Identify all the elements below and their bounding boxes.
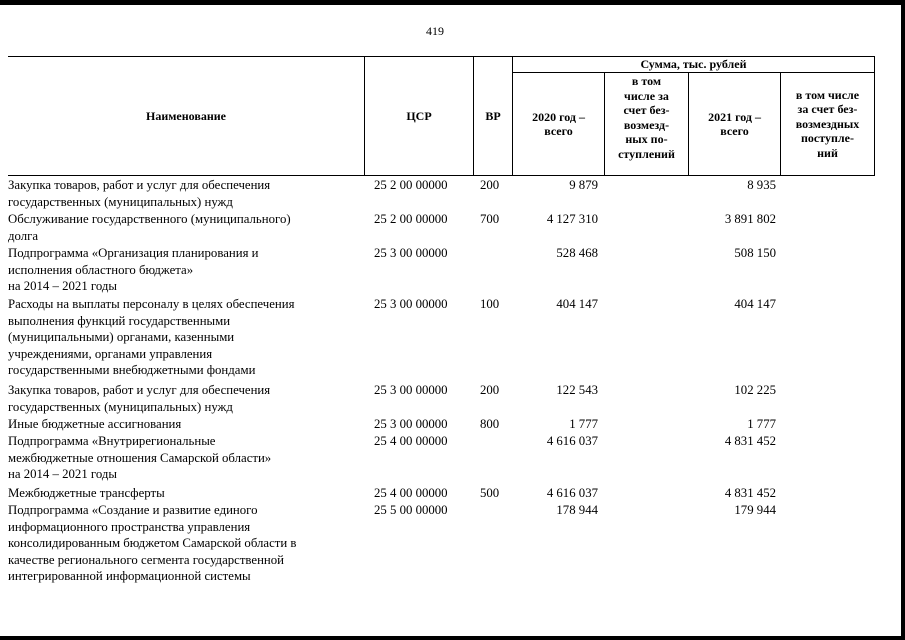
row-2020-total: 9 879 — [569, 178, 598, 192]
row-2021-total: 3 891 802 — [724, 212, 776, 226]
row-vr: 200 — [480, 178, 500, 192]
row-2020-total: 404 147 — [556, 297, 598, 311]
row-vr: 700 — [480, 212, 500, 226]
row-2021-total: 508 150 — [734, 246, 776, 260]
row-2020-total: 4 616 037 — [546, 434, 598, 448]
row-csr: 25 5 00 00000 — [374, 503, 448, 517]
scan-border-right — [901, 0, 905, 640]
row-vr: 200 — [480, 383, 500, 397]
row-name: Подпрограмма «Организация планирования и исполнения областного бюджета» на 2014 – 2021 годы — [8, 246, 259, 294]
row-name: Подпрограмма «Внутрирегиональные межбюджетные отношения Самарской области» на 2014 – 2021 годы — [8, 434, 272, 482]
col-header-2020-free: в том числе за счет без- возмезд- ных по- ступлений — [618, 74, 675, 161]
row-csr: 25 2 00 00000 — [374, 178, 448, 192]
row-2020-total: 1 777 — [569, 417, 598, 431]
row-2021-total: 4 831 452 — [724, 434, 776, 448]
row-2021-total: 404 147 — [734, 297, 776, 311]
row-vr: 800 — [480, 417, 500, 431]
row-csr: 25 3 00 00000 — [374, 383, 448, 397]
row-2021-total: 102 225 — [734, 383, 776, 397]
row-2021-total: 1 777 — [747, 417, 776, 431]
header-bottom-rule — [8, 175, 875, 176]
row-csr: 25 3 00 00000 — [374, 246, 448, 260]
row-csr: 25 4 00 00000 — [374, 434, 448, 448]
row-name: Иные бюджетные ассигнования — [8, 417, 182, 431]
page-number: 419 — [426, 24, 444, 38]
row-2020-total: 4 127 310 — [546, 212, 598, 226]
row-2020-total: 178 944 — [556, 503, 598, 517]
row-vr: 500 — [480, 486, 500, 500]
row-vr: 100 — [480, 297, 500, 311]
scan-border-top — [0, 0, 905, 5]
col-header-2020-total: 2020 год – всего — [532, 109, 585, 138]
col-header-2021-free: в том числе за счет без- возмездных поступле- ний — [795, 87, 860, 160]
row-name: Расходы на выплаты персоналу в целях обеспечения выполнения функций государственными (муниципальными) органами, казенными учреждениями, органами управления государственными внебюджетными фондами — [8, 297, 295, 378]
col-header-csr: ЦСР — [406, 108, 432, 123]
row-csr: 25 3 00 00000 — [374, 297, 448, 311]
scan-border-bottom — [0, 636, 905, 640]
row-csr: 25 2 00 00000 — [374, 212, 448, 226]
row-name: Межбюджетные трансферты — [8, 486, 165, 500]
row-2020-total: 4 616 037 — [546, 486, 598, 500]
col-header-name: Наименование — [146, 108, 226, 123]
row-name: Обслуживание государственного (муниципального) долга — [8, 212, 291, 243]
row-csr: 25 4 00 00000 — [374, 486, 448, 500]
row-2021-total: 179 944 — [734, 503, 776, 517]
row-name: Закупка товаров, работ и услуг для обеспечения государственных (муниципальных) нужд — [8, 383, 271, 414]
row-2020-total: 122 543 — [556, 383, 598, 397]
row-name: Закупка товаров, работ и услуг для обеспечения государственных (муниципальных) нужд — [8, 178, 271, 209]
col-header-sum-group: Сумма, тыс. рублей — [640, 57, 747, 71]
row-2021-total: 4 831 452 — [724, 486, 776, 500]
col-header-2021-total: 2021 год – всего — [708, 109, 761, 138]
header-divider — [874, 56, 875, 176]
row-2020-total: 528 468 — [556, 246, 598, 260]
row-2021-total: 8 935 — [747, 178, 776, 192]
col-header-vr: ВР — [485, 108, 501, 123]
row-csr: 25 3 00 00000 — [374, 417, 448, 431]
row-name: Подпрограмма «Создание и развитие единого информационного пространства управления консолидированным бюджетом Самарской области в качестве регионального сегмента государственной интегрированной информационной системы — [8, 503, 297, 584]
